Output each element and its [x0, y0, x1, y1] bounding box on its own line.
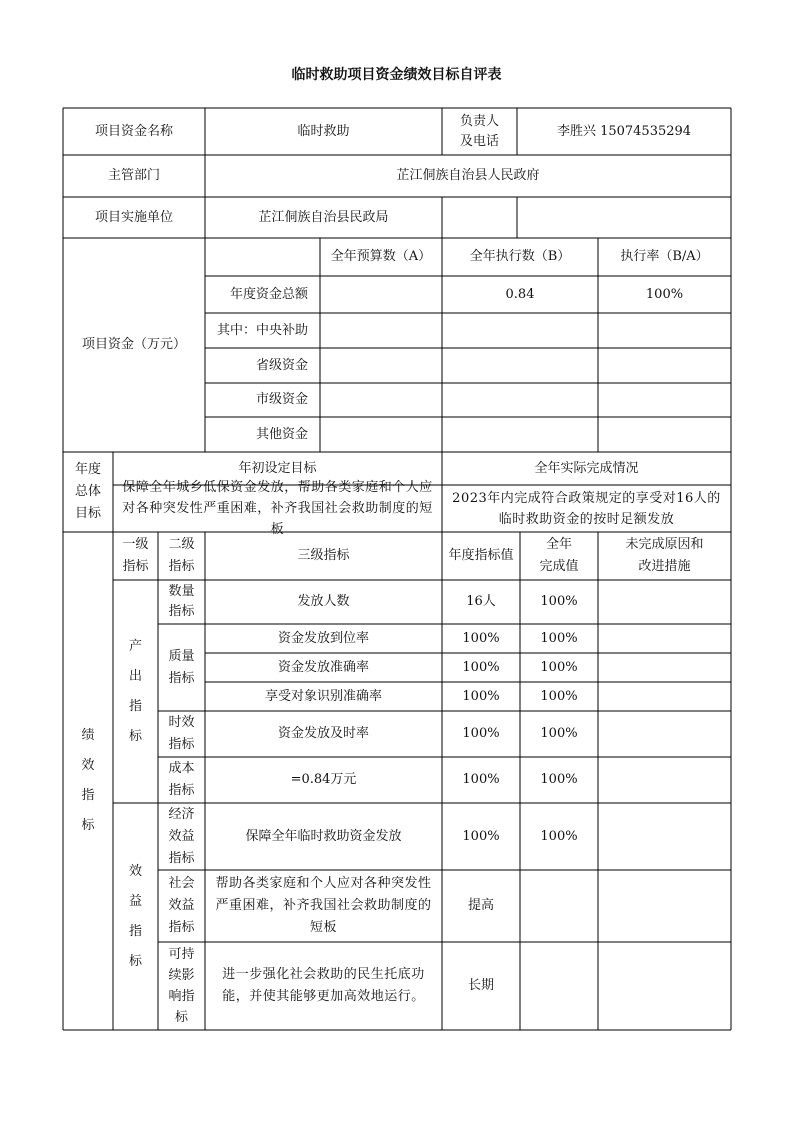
label-l2-social [158, 870, 205, 942]
label-annual-goal-2: 总体 [74, 484, 101, 499]
header-unfinished [598, 532, 731, 580]
label-annual-goal [63, 452, 113, 532]
value-annual-total-exec: 0.84 [505, 286, 535, 302]
label-l2-quantity [158, 580, 205, 624]
label-l2-economic [158, 803, 205, 870]
header-level3: 三级指标 [297, 548, 350, 563]
target-row-7: 提高 [467, 898, 494, 913]
header-level2-2: 指标 [168, 559, 195, 574]
l2-timeliness-1: 时效 [168, 715, 195, 730]
l2-quantity-2: 指标 [168, 604, 195, 619]
header-rate: 执行率（B/A） [620, 249, 709, 264]
l3-row-6: 保障全年临时救助资金发放 [245, 828, 402, 844]
label-benefit-indicators [113, 803, 158, 1030]
header-unfinished-1: 未完成原因和 [625, 537, 704, 552]
label-output-indicators [113, 580, 158, 803]
label-other: 其他资金 [255, 426, 308, 442]
actual-done-text: 2023年内完成符合政策规定的享受对16人的临时救助资金的按时足额发放 [452, 490, 721, 527]
label-project-name: 项目资金名称 [94, 123, 173, 139]
label-performance-1: 绩 [81, 728, 95, 743]
label-performance-3: 指 [81, 788, 95, 803]
l2-social-1: 社会 [168, 876, 195, 891]
label-provincial: 省级资金 [255, 357, 308, 373]
l2-sustainable-2: 续影 [168, 968, 195, 983]
header-full-year [520, 532, 598, 580]
label-benefit-2: 益 [128, 893, 142, 909]
l2-economic-3: 指标 [168, 850, 195, 866]
label-annual-total: 年度资金总额 [229, 286, 308, 302]
l3-row-5: =0.84万元 [290, 772, 357, 787]
l2-sustainable-3: 响指 [168, 989, 195, 1004]
value-annual-total-rate: 100% [645, 286, 684, 302]
header-level1-1: 一级 [122, 537, 149, 552]
l3-row-7: 帮助各类家庭和个人应对各种突发性严重困难，补齐我国社会救助制度的短板 [215, 876, 432, 935]
header-full-year-1: 全年 [545, 537, 572, 552]
label-output-1: 产 [128, 638, 142, 654]
header-initial-goal: 年初设定目标 [238, 460, 317, 476]
value-owner-phone: 李胜兴 15074535294 [556, 123, 692, 139]
header-level1 [113, 532, 158, 580]
done-row-6: 100% [540, 828, 578, 844]
label-owner-line2: 及电话 [459, 133, 499, 149]
target-row-6: 100% [462, 828, 500, 844]
target-row-3: 100% [462, 688, 500, 704]
l3-row-1: 资金发放到位率 [277, 630, 369, 646]
label-l2-timeliness [158, 711, 205, 757]
label-performance-2: 效 [81, 758, 95, 773]
done-row-3: 100% [540, 688, 578, 704]
value-department: 芷江侗族自治县人民政府 [396, 168, 540, 183]
label-l2-cost [158, 757, 205, 803]
done-row-5: 100% [540, 772, 578, 787]
label-impl-unit: 项目实施单位 [94, 209, 173, 225]
label-benefit-3: 指 [128, 923, 142, 939]
label-owner-line1: 负责人 [459, 113, 499, 129]
label-output-2: 出 [128, 668, 142, 684]
header-annual-value: 年度指标值 [448, 548, 514, 563]
target-row-8: 长期 [467, 978, 494, 993]
label-performance [63, 532, 113, 1030]
target-row-1: 100% [462, 630, 500, 646]
label-output-4: 标 [128, 728, 142, 744]
label-owner-phone [442, 108, 517, 155]
label-performance-4: 标 [81, 818, 95, 833]
l2-quality-2: 指标 [168, 670, 195, 686]
label-funds: 项目资金（万元） [81, 337, 186, 352]
label-department: 主管部门 [107, 168, 160, 183]
target-row-2: 100% [462, 659, 500, 675]
label-central: 其中：中央补助 [216, 322, 308, 338]
label-l2-sustainable [158, 942, 205, 1030]
value-impl-unit: 芷江侗族自治县民政局 [258, 209, 389, 225]
header-level1-2: 指标 [122, 559, 149, 574]
target-row-0: 16人 [466, 594, 496, 609]
l3-row-4: 资金发放及时率 [277, 726, 369, 741]
l2-cost-2: 指标 [168, 783, 195, 798]
l2-economic-2: 效益 [168, 828, 195, 844]
l2-sustainable-4: 标 [174, 1010, 188, 1025]
header-level2-1: 二级 [168, 537, 195, 552]
label-output-3: 指 [128, 698, 142, 714]
initial-goal-text: 保障全年城乡低保资金发放，帮助各类家庭和个人应对各种突发性严重困难，补齐我国社会救助制度的短板 [122, 480, 433, 537]
l2-social-3: 指标 [168, 920, 195, 935]
header-actual-done: 全年实际完成情况 [534, 460, 639, 476]
l3-row-2: 资金发放准确率 [277, 659, 369, 675]
target-row-5: 100% [462, 772, 500, 787]
done-row-0: 100% [540, 594, 578, 609]
l2-quantity-1: 数量 [168, 584, 195, 599]
l2-sustainable-1: 可持 [168, 947, 195, 962]
value-project-name: 临时救助 [297, 123, 350, 139]
header-level2 [158, 532, 205, 580]
l2-timeliness-2: 指标 [168, 737, 195, 752]
label-l2-quality [158, 624, 205, 711]
header-budget-a: 全年预算数（A） [330, 249, 432, 264]
done-row-8 [520, 942, 598, 1030]
l2-cost-1: 成本 [168, 761, 195, 776]
l2-social-2: 效益 [168, 898, 195, 913]
label-benefit-1: 效 [128, 863, 142, 879]
done-row-4: 100% [540, 726, 578, 741]
l2-quality-1: 质量 [168, 648, 195, 664]
target-row-4: 100% [462, 726, 500, 741]
header-full-year-2: 完成值 [539, 559, 579, 574]
label-annual-goal-1: 年度 [74, 462, 101, 477]
page-title: 临时救助项目资金绩效目标自评表 [291, 67, 502, 83]
done-row-2: 100% [540, 659, 578, 675]
header-exec-b: 全年执行数（B） [469, 249, 571, 264]
label-annual-goal-3: 目标 [74, 506, 101, 521]
label-benefit-4: 标 [128, 953, 142, 969]
l2-economic-1: 经济 [168, 806, 195, 822]
done-row-7 [520, 870, 598, 942]
l3-row-0: 发放人数 [297, 594, 350, 609]
header-unfinished-2: 改进措施 [638, 559, 691, 574]
l3-row-8: 进一步强化社会救助的民生托底功能，并使其能够更加高效地运行。 [222, 967, 425, 1004]
l3-row-3: 享受对象识别准确率 [264, 688, 382, 704]
done-row-1: 100% [540, 630, 578, 646]
label-city: 市级资金 [255, 392, 308, 407]
